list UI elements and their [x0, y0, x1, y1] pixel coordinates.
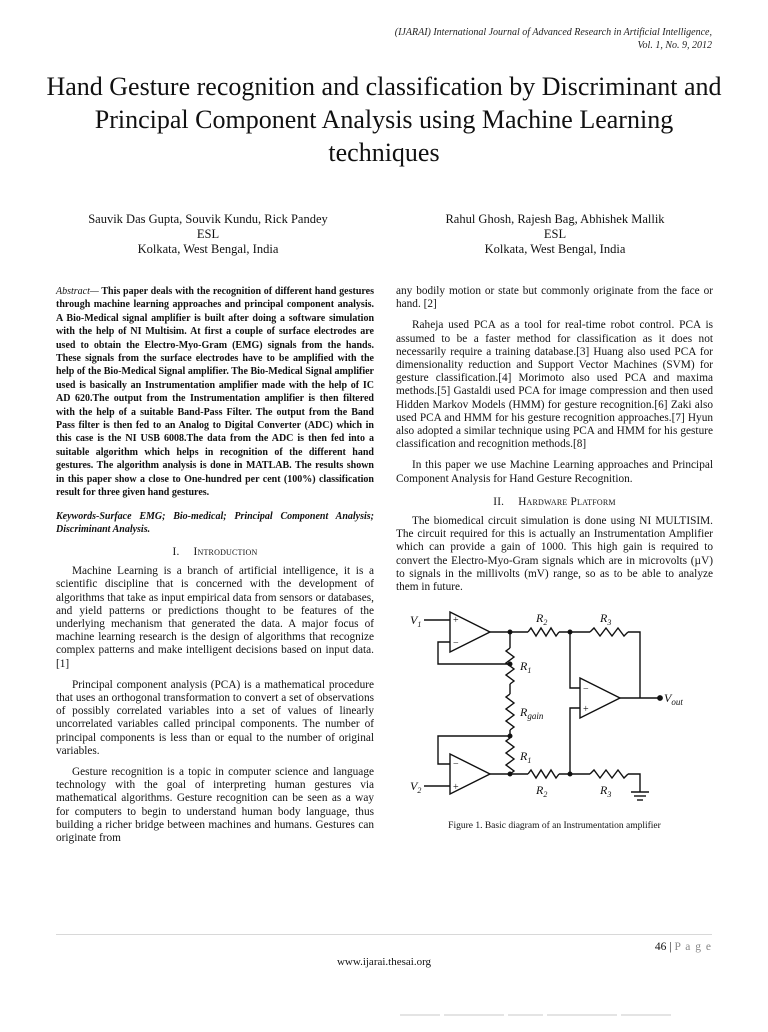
author-org: ESL: [196, 227, 220, 241]
paragraph: Raheja used PCA as a tool for real-time robot control. PCA is assumed to be a faster method for classification as it does not necessarily require a training database.[3] Huang also used PCA for dimensionality reduction and Support Vector Machines (SVM) for gesture classification.[4] Morimoto also used PCA and maxima methods.[5] Gastaldi used PCA for image compression and then used Hidden Markov Models (HMM) for gesture recognition.[6] Zaki also used PCA and HMM for his gesture recognition approaches.[7] Hyun also adopted a similar technique using PCA and HMM for his gesture classification and recognition methods.[8]: [396, 319, 713, 451]
opamp-bottom-plus: +: [453, 782, 459, 794]
opamp-output-minus: −: [583, 684, 589, 696]
page-separator: |: [666, 941, 675, 953]
label-r1-top: $R_1$: [520, 659, 532, 676]
resistor-r3-top: [590, 628, 628, 636]
page-word: P a g e: [674, 941, 712, 953]
journal-volume: Vol. 1, No. 9, 2012: [637, 40, 712, 51]
footer-divider: [56, 934, 712, 935]
opamp-bottom-minus: −: [453, 759, 459, 771]
resistor-r2-top: [528, 628, 559, 636]
label-r2-top: $R_2$: [536, 611, 548, 628]
author-location: Kolkata, West Bengal, India: [137, 242, 279, 256]
next-page-bleed: [400, 1014, 720, 1024]
label-rgain: $R_{gain}$: [520, 705, 544, 722]
paper-title: Hand Gesture recognition and classification by Discriminant and Principal Component Analysis using Machine Learning techniques: [46, 72, 722, 167]
abstract-text: This paper deals with the recognition of different hand gestures through machine learning approaches and principal component analysis. A Bio-Medical signal amplifier is built after doing a software simulation with the help of NI Multisim. At first a couple of surface electrodes are used to obtain the Electro-Myo-Gram (EMG) signals from the hands. These signals from the surface electrodes have to be amplified with the help of the Bio-Medical Signal amplifier. The Bio-Medical Signal amplifier used is basically an Instrumentation amplifier made with the help of IC AD 620.The output from the Instrumentation amplifier is then filtered with the help of a suitable Band-Pass Filter. The output from the Band Pass filter is then fed to an Analog to Digital Converter (ADC) which in this case is the NI USB 6008.The data from the ADC is then fed into a suitable algorithm which helps in recognition of the different hand gestures. The algorithm analysis is done in MATLAB. The results shown in this paper show a close to One-hundred per cent (100%) classification result for three given hand gestures.: [56, 286, 374, 499]
label-r1-bottom: $R_1$: [520, 749, 532, 766]
label-vout: $V_{out}$: [664, 691, 683, 708]
label-r2-bottom: $R_2$: [536, 783, 548, 800]
page-number-value: 46: [654, 941, 667, 953]
author-block-right: [395, 212, 715, 257]
author-org: ESL: [543, 227, 567, 241]
opamp-output-plus: +: [583, 704, 589, 716]
resistor-r1-bottom: [506, 738, 514, 774]
author-block-left: [48, 212, 368, 257]
resistor-r2-bottom: [528, 770, 559, 778]
section-title: Introduction: [193, 545, 258, 558]
footer-website: www.ijarai.thesai.org: [336, 956, 432, 968]
label-r3-top: $R_3$: [600, 611, 612, 628]
section-number: I.: [172, 545, 180, 558]
resistor-r3-bottom: [590, 770, 628, 778]
label-v1: $V_1$: [410, 613, 422, 630]
instrumentation-amplifier-diagram: [410, 606, 700, 816]
author-names: Rahul Ghosh, Rajesh Bag, Abhishek Mallik: [445, 212, 665, 226]
right-column: [396, 285, 713, 833]
section-title: Hardware Platform: [518, 495, 616, 508]
paragraph: Machine Learning is a branch of artificial intelligence, it is a scientific discipline that is concerned with the development of algorithms that take as input empirical data from sensors or databases, and yield patterns or predictions thought to be features of the underlying mechanism that generated the data. A major focus of machine learning research is the design of algorithms that recognize complex patterns and make intelligent decisions based on input data. [1]: [56, 565, 374, 670]
label-v2: $V_2$: [410, 779, 422, 796]
page-number: [655, 941, 712, 953]
opamp-top-plus: +: [453, 615, 459, 627]
paragraph: Gesture recognition is a topic in computer science and language technology with the goal of interpreting human gestures via mathematical algorithms. Gesture recognition can be seen as a way for computers to begin to understand human body language, thus building a richer bridge between machines and humans. Gestures can originate from: [56, 765, 374, 844]
left-column: [56, 285, 374, 853]
paragraph: Principal component analysis (PCA) is a mathematical procedure that uses an orthogonal transformation to convert a set of observations of possibly correlated variables into a set of values of linearly uncorrelated variables called principal components. The number of principal components is less than or equal to the number of original variables.: [56, 678, 374, 757]
resistor-rgain: [506, 694, 514, 730]
label-r3-bottom: $R_3$: [600, 783, 612, 800]
section-number: II.: [493, 495, 505, 508]
author-names: Sauvik Das Gupta, Souvik Kundu, Rick Pandey: [88, 212, 328, 226]
section-heading-introduction: [56, 546, 374, 559]
abstract-lead: Abstract—: [56, 286, 99, 297]
paragraph: In this paper we use Machine Learning approaches and Principal Component Analysis for Hand Gesture Recognition.: [396, 459, 713, 485]
abstract: [56, 285, 374, 500]
opamp-top-minus: −: [453, 638, 459, 650]
paragraph: any bodily motion or state but commonly originate from the face or hand. [2]: [396, 285, 713, 311]
section-heading-hardware: [396, 496, 713, 509]
keywords: Keywords-Surface EMG; Bio-medical; Principal Component Analysis; Discriminant Analysis.: [56, 510, 374, 535]
figure-caption: Figure 1. Basic diagram of an Instrumentation amplifier: [448, 821, 661, 832]
journal-name: (IJARAI) International Journal of Advanced Research in Artificial Intelligence,: [394, 27, 712, 38]
paragraph: The biomedical circuit simulation is done using NI MULTISIM. The circuit required for this is actually an Instrumentation Amplifier which can provide a gain of 1000. This high gain is required to convert the Electro-Myo-Gram signals which are in microvolts (µV) to signals in the millivolts (mV) range, so as to be able to analyze them in future.: [396, 515, 713, 594]
journal-header: [395, 26, 712, 52]
author-location: Kolkata, West Bengal, India: [484, 242, 626, 256]
